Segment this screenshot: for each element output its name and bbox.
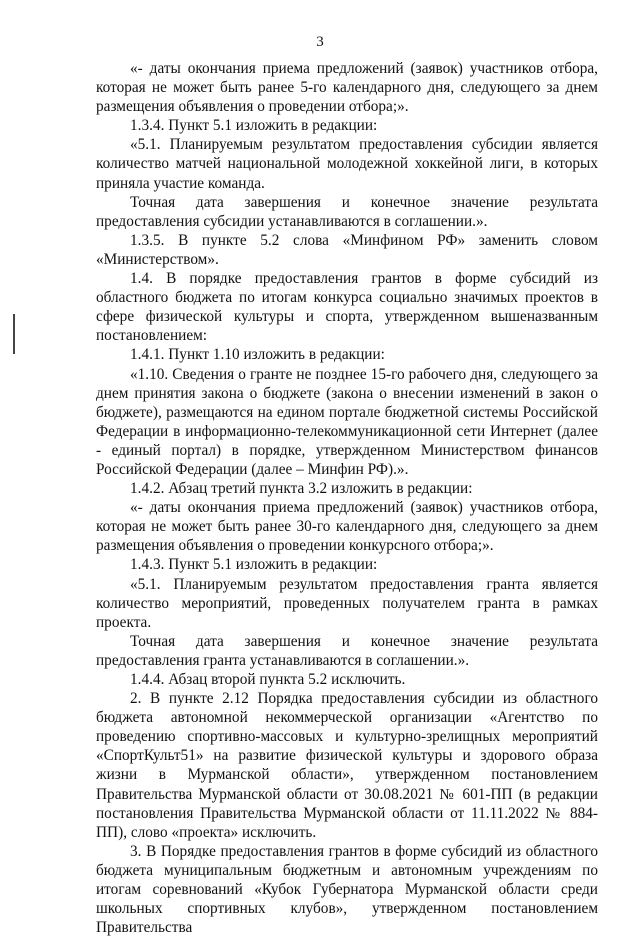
scan-margin-mark: [13, 314, 15, 354]
paragraph: 1.4.2. Абзац третий пункта 3.2 изложить в редакции:: [130, 480, 473, 498]
paragraph: «- даты окончания приема предложений (заявок) участников отбора, которая не может быть ранее 5-го календарного дня, следующего за днем размещения объявления о проведении отбора;».: [96, 60, 598, 116]
paragraph: «5.1. Планируемым результатом предоставления субсидии является количество матчей национальной молодежной хоккейной лиги, в которых приняла участие команда.: [96, 136, 598, 192]
paragraph: 1.4.1. Пункт 1.10 изложить в редакции:: [130, 346, 385, 364]
paragraph: 1.4. В порядке предоставления грантов в форме субсидий из областного бюджета по итогам конкурса социально значимых проектов в сфере физической культуры и спорта, утвержденном вышеназванным постановлением:: [96, 270, 598, 345]
paragraph: 1.3.4. Пункт 5.1 изложить в редакции:: [130, 117, 378, 135]
paragraph: «- даты окончания приема предложений (заявок) участников отбора, которая не может быть ранее 30-го календарного дня, следующего за днем размещения объявления о проведении конкурсного отбора;».: [96, 499, 598, 555]
paragraph: 1.3.5. В пункте 5.2 слова «Минфином РФ» заменить словом «Министерством».: [96, 231, 598, 268]
paragraph: 3. В Порядке предоставления грантов в форме субсидий из областного бюджета муниципальным бюджетным и автономным учреждениям по итогам соревнований «Кубок Губернатора Мурманской области среди школьных спортивных клубов», утвержденном постановлением Правительства: [96, 842, 598, 937]
paragraph: Точная дата завершения и конечное значение результата предоставления субсидии устанавливаются в соглашении.».: [96, 193, 598, 230]
page-number: 3: [316, 34, 324, 50]
paragraph: 2. В пункте 2.12 Порядка предоставления субсидии из областного бюджета автономной некоммерческой организации «Агентство по проведению спортивно-массовых и культурно-зрелищных мероприятий «СпортКульт51» на развитие физической культуры и здорового образа жизни в Мурманской области», утвержденном постановлением Правительства Мурманской области от 30.08.2021 № 601-ПП (в редакции постановления Правительства Мурманской области от 11.11.2022 № 884-ПП), слово «проекта» исключить.: [96, 690, 598, 841]
paragraph: 1.4.4. Абзац второй пункта 5.2 исключить.: [130, 671, 406, 688]
paragraph: Точная дата завершения и конечное значение результата предоставления гранта устанавливаются в соглашении.».: [96, 632, 598, 669]
paragraph: «1.10. Сведения о гранте не позднее 15-го рабочего дня, следующего за днем принятия закона о бюджете (закона о внесении изменений в закон о бюджете), размещаются на едином портале бюджетной системы Российской Федерации в информационно-телекоммуникационной сети Интернет (далее - единый портал) в порядке, утвержденном Министерством финансов Российской Федерации (далее – Минфин РФ).».: [96, 365, 598, 478]
document-body: [96, 59, 598, 937]
paragraph: 1.4.3. Пункт 5.1 изложить в редакции:: [130, 556, 378, 574]
paragraph: «5.1. Планируемым результатом предоставления гранта является количество мероприятий, проведенных получателем гранта в рамках проекта.: [96, 575, 598, 631]
